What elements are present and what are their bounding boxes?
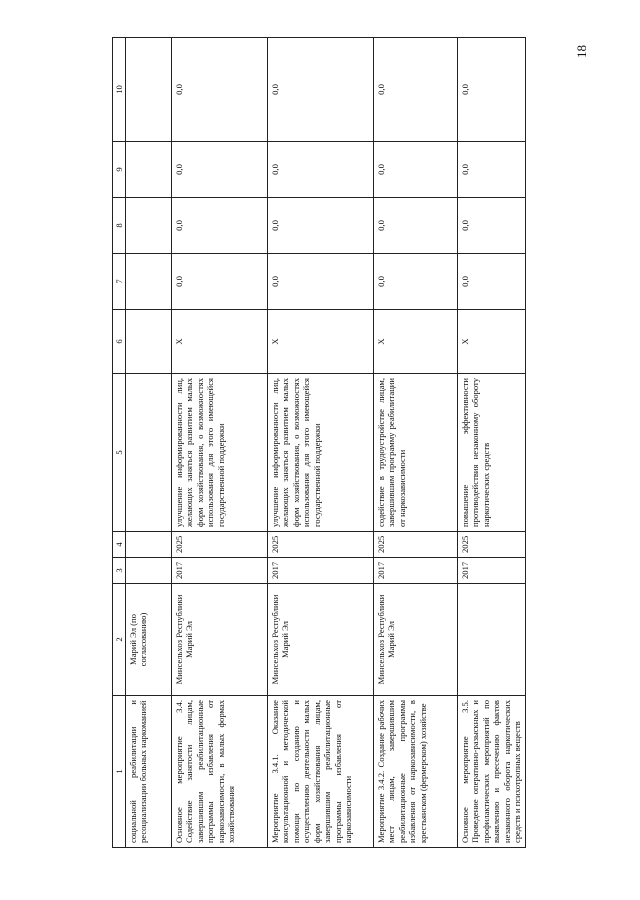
measure-cell: Мероприятие 3.4.1. Оказание консультационной и методической помощи по созданию и осуществлению деятельности малых форм хозяйствования лицам, завершившим реабилитационные программы избавления от наркозависимости	[268, 696, 374, 848]
col8-cell: 0,0	[268, 198, 374, 254]
col10-cell	[126, 38, 172, 142]
result-cell	[126, 374, 172, 532]
table-row	[374, 38, 458, 848]
col6-cell	[126, 310, 172, 374]
column-header: 8	[113, 198, 126, 254]
col9-cell: 0,0	[458, 142, 526, 198]
column-number-row	[113, 38, 126, 848]
start-year-cell: 2017	[374, 558, 458, 584]
executor-cell: Минсельхоз Республики Марий Эл	[268, 584, 374, 696]
executor-cell: Минсельхоз Республики Марий Эл	[172, 584, 268, 696]
column-header: 2	[113, 584, 126, 696]
table-row	[458, 38, 526, 848]
executor-cell: Марий Эл (по согласованию)	[126, 584, 172, 696]
result-cell: содействие в трудоустройстве лицам, завершившим программу реабилитации от наркозависимости	[374, 374, 458, 532]
end-year-cell: 2025	[268, 532, 374, 558]
measure-cell: Мероприятие 3.4.2. Создание рабочих мест лицам, завершившим реабилитационные программы избавления от наркозависимости, в крестьянском (фермерском) хозяйстве	[374, 696, 458, 848]
executor-cell: Минсельхоз Республики Марий Эл	[374, 584, 458, 696]
start-year-cell: 2017	[268, 558, 374, 584]
col8-cell: 0,0	[458, 198, 526, 254]
result-cell: повышение эффективности противодействия незаконному обороту наркотических средств	[458, 374, 526, 532]
end-year-cell	[126, 532, 172, 558]
executor-cell	[458, 584, 526, 696]
col6-cell: X	[458, 310, 526, 374]
end-year-cell: 2025	[458, 532, 526, 558]
col7-cell: 0,0	[374, 254, 458, 310]
column-header: 9	[113, 142, 126, 198]
col9-cell: 0,0	[172, 142, 268, 198]
column-header: 5	[113, 374, 126, 532]
measure-cell: Основное мероприятие 3.5. Проведение оперативно-разыскных и профилактических мероприятий по выявлению и пресечению фактов незаконного оборота наркотических средств и психотропных веществ	[458, 696, 526, 848]
program-measures-table	[112, 37, 526, 848]
col8-cell	[126, 198, 172, 254]
end-year-cell: 2025	[374, 532, 458, 558]
col6-cell: X	[172, 310, 268, 374]
col7-cell: 0,0	[458, 254, 526, 310]
col7-cell	[126, 254, 172, 310]
col7-cell: 0,0	[172, 254, 268, 310]
table-row	[126, 38, 172, 848]
end-year-cell: 2025	[172, 532, 268, 558]
col6-cell: X	[268, 310, 374, 374]
col9-cell: 0,0	[374, 142, 458, 198]
column-header: 1	[113, 696, 126, 848]
col9-cell: 0,0	[268, 142, 374, 198]
table-row	[268, 38, 374, 848]
table-row	[172, 38, 268, 848]
column-header: 7	[113, 254, 126, 310]
start-year-cell: 2017	[172, 558, 268, 584]
col8-cell: 0,0	[374, 198, 458, 254]
col9-cell	[126, 142, 172, 198]
page-number: 18	[574, 45, 589, 58]
col10-cell: 0,0	[172, 38, 268, 142]
column-header: 3	[113, 558, 126, 584]
measure-cell: Основное мероприятие 3.4. Содействие занятости лицам, завершившим реабилитационные программы избавления от наркозависимости, в малых формах хозяйствования	[172, 696, 268, 848]
col8-cell: 0,0	[172, 198, 268, 254]
col7-cell: 0,0	[268, 254, 374, 310]
result-cell: улучшение информированности лиц, желающих заняться развитием малых форм хозяйствования, о возможностях использования для этого имеющейся государственной поддержки	[172, 374, 268, 532]
col6-cell: X	[374, 310, 458, 374]
result-cell: улучшение информированности лиц, желающих заняться развитием малых форм хозяйствования, о возможностях использования для этого имеющейся государственной поддержки	[268, 374, 374, 532]
column-header: 6	[113, 310, 126, 374]
start-year-cell	[126, 558, 172, 584]
col10-cell: 0,0	[458, 38, 526, 142]
rotated-table-container	[112, 38, 526, 848]
start-year-cell: 2017	[458, 558, 526, 584]
column-header: 4	[113, 532, 126, 558]
col10-cell: 0,0	[268, 38, 374, 142]
column-header: 10	[113, 38, 126, 142]
col10-cell: 0,0	[374, 38, 458, 142]
measure-cell: социальной реабилитации и ресоциализации больных наркоманией	[126, 696, 172, 848]
